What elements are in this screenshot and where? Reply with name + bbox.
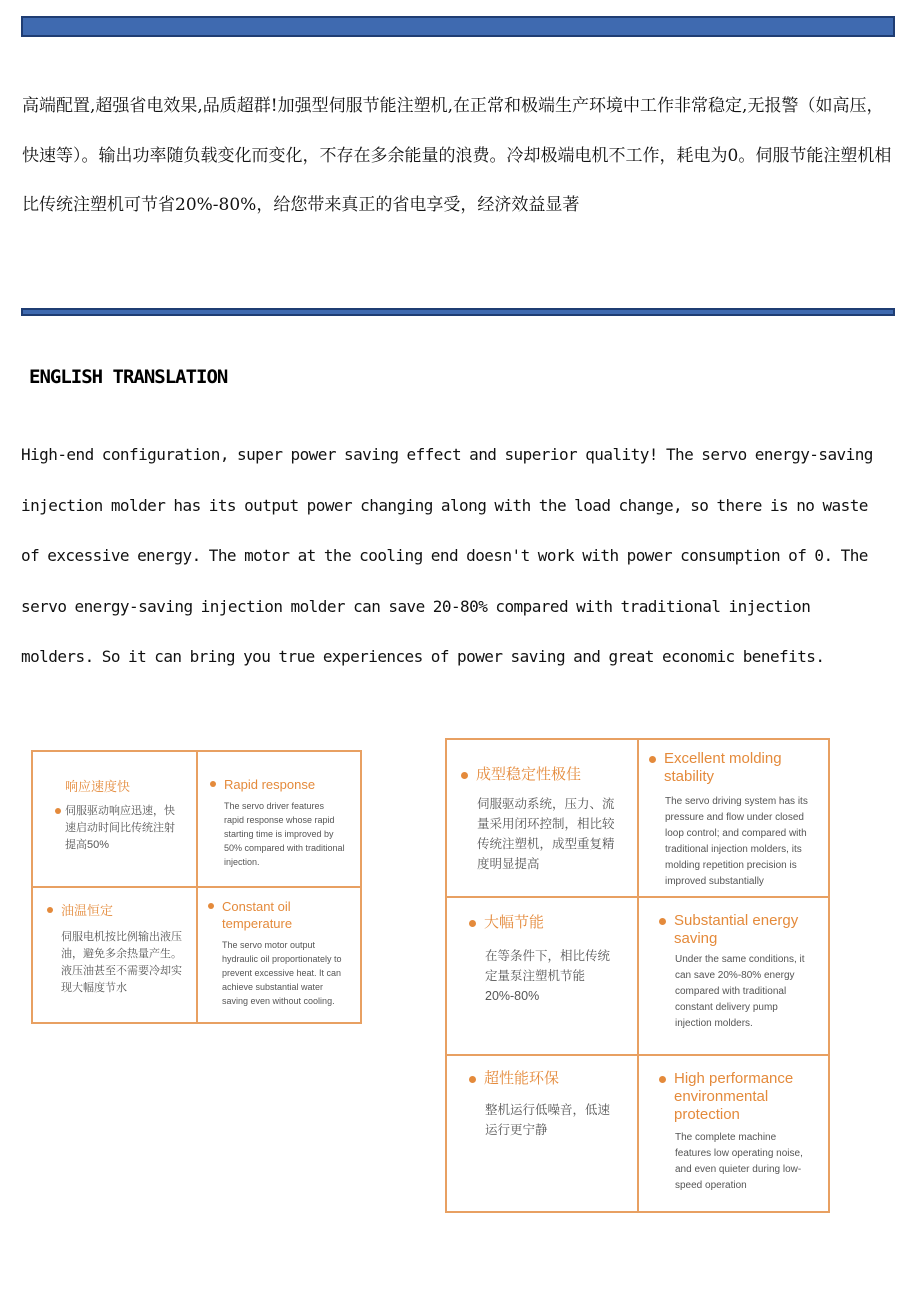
feature-title: 油温恒定 — [47, 902, 182, 919]
feature-title: Excellent molding stability — [649, 750, 814, 786]
feature-body: The servo motor output hydraulic oil proportionately to prevent excessive heat. It can achieve substantial water saving even without cooling. — [222, 940, 342, 1006]
feature-body: The servo driver features rapid response whose rapid starting time is improved by 50% compared with traditional injection. — [224, 801, 345, 867]
bullet-dot-icon — [469, 920, 476, 927]
bullet-dot-icon — [659, 918, 666, 925]
feature-title: Substantial energy saving — [659, 912, 814, 948]
feature-cell-constant-oil-zh — [33, 888, 198, 1022]
feature-cell-energy-saving-zh — [447, 898, 639, 1056]
feature-cell-rapid-response-zh — [33, 752, 198, 888]
bullet-dot-icon — [461, 772, 468, 779]
feature-title: 超性能环保 — [469, 1070, 619, 1088]
feature-body: Under the same conditions, it can save 20%-80% energy compared with traditional constant delivery pump injection molders. — [675, 954, 805, 1029]
bullet-dot-icon — [47, 907, 53, 913]
feature-cell-constant-oil-en — [198, 888, 360, 1022]
bullet-dot-icon — [649, 756, 656, 763]
feature-cell-environmental-en — [639, 1056, 828, 1211]
bullet-dot-icon — [659, 1076, 666, 1083]
feature-title: 成型稳定性极佳 — [461, 766, 619, 784]
feature-body: 在等条件下，相比传统定量泵注塑机节能20%-80% — [485, 949, 611, 1003]
feature-title: 响应速度快 — [65, 779, 131, 794]
feature-body: 伺服电机按比例输出液压油，避免多余热量产生。液压油甚至不需要冷却实现大幅度节水 — [61, 931, 182, 994]
feature-body: The servo driving system has its pressure and flow under closed loop control; and compared with traditional injection molders, its molding repetition precision is improved substantially — [665, 796, 808, 887]
feature-title: High performance environmental protection — [659, 1070, 814, 1124]
middle-divider-bar — [21, 308, 895, 316]
feature-cell-molding-stability-zh — [447, 740, 639, 898]
feature-title: Rapid response — [210, 776, 346, 793]
feature-cell-molding-stability-en — [639, 740, 828, 898]
feature-grid-left — [31, 750, 362, 1024]
feature-cell-energy-saving-en — [639, 898, 828, 1056]
feature-body: The complete machine features low operating noise, and even quieter during low-speed operation — [675, 1132, 803, 1191]
feature-cell-environmental-zh — [447, 1056, 639, 1211]
bullet-dot-icon — [55, 808, 61, 814]
english-paragraph: High-end configuration, super power saving effect and superior quality! The servo energy-saving injection molder has its output power changing along with the load change, so there is no waste of excessive energy. The motor at the cooling end doesn't work with power consumption of 0. The servo energy-saving injection molder can save 20-80% compared with traditional injection molders. So it can bring you true experiences of power saving and great economic benefits. — [21, 445, 873, 666]
feature-title: Constant oil temperature — [208, 898, 346, 932]
bullet-dot-icon — [469, 1076, 476, 1083]
feature-cell-rapid-response-en — [198, 752, 360, 888]
top-divider-bar — [21, 16, 895, 37]
feature-body: 伺服驱动响应迅速，快速启动时间比传统注射提高50% — [55, 803, 182, 854]
chinese-paragraph: 高端配置,超强省电效果,品质超群!加强型伺服节能注塑机,在正常和极端生产环境中工作非常稳定,无报警（如高压，快速等）。输出功率随负载变化而变化，不存在多余能量的浪费。冷却极端电机不工作，耗电为0。伺服节能注塑机相比传统注塑机可节省20%-80%，给您带来真正的省电享受，经济效益显著 — [22, 96, 892, 215]
feature-body: 整机运行低噪音，低速运行更宁静 — [485, 1103, 611, 1137]
bullet-dot-icon — [208, 903, 214, 909]
feature-grid-right — [445, 738, 830, 1213]
bullet-dot-icon — [210, 781, 216, 787]
feature-body: 伺服驱动系统，压力、流量采用闭环控制，相比较传统注塑机，成型重复精度明显提高 — [477, 797, 615, 871]
english-translation-heading: ENGLISH TRANSLATION — [29, 366, 228, 388]
feature-title: 大幅节能 — [469, 914, 619, 932]
